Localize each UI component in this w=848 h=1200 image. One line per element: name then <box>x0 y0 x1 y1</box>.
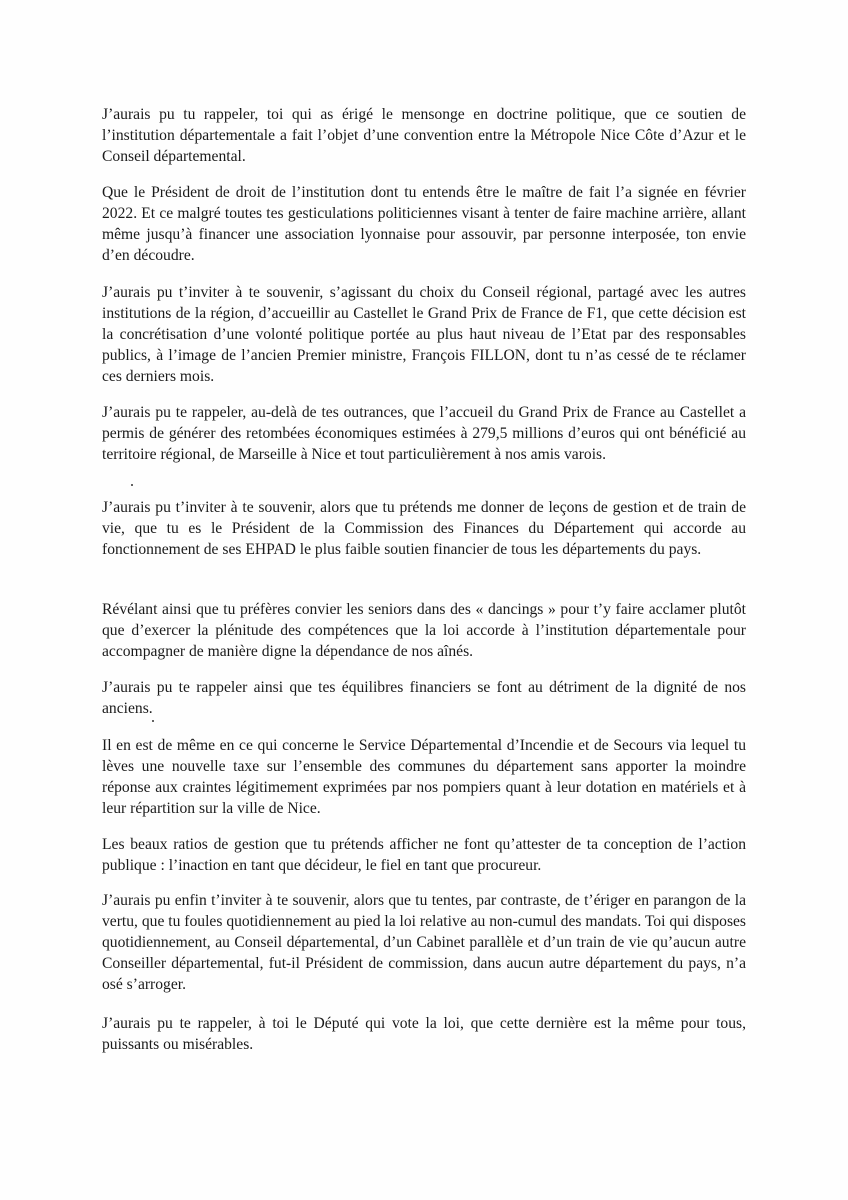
paragraph: Les beaux ratios de gestion que tu prétends afficher ne font qu’attester de ta conception de l’action publique : l’inaction en tant que décideur, le fiel en tant que procureur. <box>102 836 746 874</box>
scan-speck <box>152 720 154 722</box>
paragraph: J’aurais pu te rappeler, au-delà de tes outrances, que l’accueil du Grand Prix de France au Castellet a permis de générer des retombées économiques estimées à 279,5 millions d’euros qui ont bénéficié au territoire régional, de Marseille à Nice et tout particulièrement à nos amis varois. <box>102 404 746 463</box>
paragraph: J’aurais pu te rappeler ainsi que tes équilibres financiers se font au détriment de la dignité de nos anciens. <box>102 679 746 717</box>
scan-speck <box>131 484 133 486</box>
paragraph: J’aurais pu tu rappeler, toi qui as érigé le mensonge en doctrine politique, que ce soutien de l’institution départementale a fait l’objet d’une convention entre la Métropole Nice Côte d’Azur et le Conseil départemental. <box>102 106 746 165</box>
paragraph: J’aurais pu te rappeler, à toi le Député qui vote la loi, que cette dernière est la même pour tous, puissants ou misérables. <box>102 1015 746 1053</box>
paragraph: J’aurais pu enfin t’inviter à te souvenir, alors que tu tentes, par contraste, de t’ériger en parangon de la vertu, que tu foules quotidiennement au pied la loi relative au non-cumul des mandats. Toi qui disposes quotidiennement, au Conseil départemental, d’un Cabinet parallèle et d’un train de vie qu’aucun autre Conseiller départemental, fut-il Président de commission, dans aucun autre département du pays, n’a osé s’arroger. <box>102 892 746 993</box>
paragraph: J’aurais pu t’inviter à te souvenir, s’agissant du choix du Conseil régional, partagé avec les autres institutions de la région, d’accueillir au Castellet le Grand Prix de France de F1, que cette décision est la concrétisation d’une volonté politique portée au plus haut niveau de l’Etat par des responsables publics, à l’image de l’ancien Premier ministre, François FILLON, dont tu n’as cessé de te réclamer ces derniers mois. <box>102 284 746 385</box>
paragraph: Révélant ainsi que tu préfères convier les seniors dans des « dancings » pour t’y faire acclamer plutôt que d’exercer la plénitude des compétences que la loi accorde à l’institution départementale pour accompagner de manière digne la dépendance de nos aînés. <box>102 601 746 660</box>
paragraph: Il en est de même en ce qui concerne le Service Départemental d’Incendie et de Secours via lequel tu lèves une nouvelle taxe sur l’ensemble des communes du département sans apporter la moindre réponse aux craintes légitimement exprimées par nos pompiers quant à leur dotation en matériels et à leur répartition sur la ville de Nice. <box>102 737 746 817</box>
paragraph: Que le Président de droit de l’institution dont tu entends être le maître de fait l’a signée en février 2022. Et ce malgré toutes tes gesticulations politiciennes visant à tenter de faire machine arrière, allant même jusqu’à financer une association lyonnaise pour assouvir, par personne interposée, ton envie d’en découdre. <box>102 184 746 264</box>
paragraph: J’aurais pu t’inviter à te souvenir, alors que tu prétends me donner de leçons de gestion et de train de vie, que tu es le Président de la Commission des Finances du Département qui accorde au fonctionnement de ses EHPAD le plus faible soutien financier de tous les départements du pays. <box>102 499 746 558</box>
